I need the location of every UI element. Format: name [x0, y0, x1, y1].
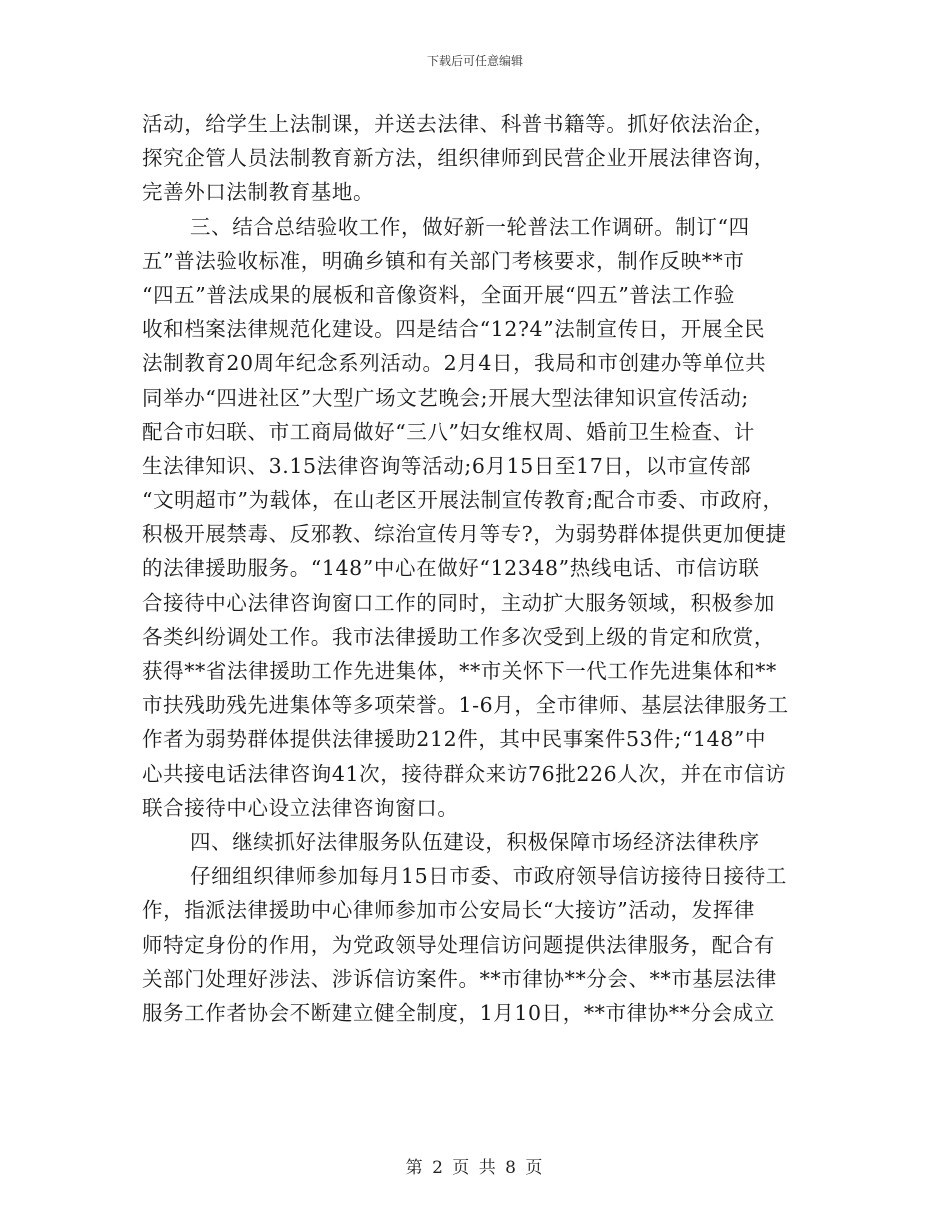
text-line: 三、结合总结验收工作，做好新一轮普法工作调研。制订“四: [190, 214, 750, 239]
text-line: “四五”普法成果的展板和音像资料，全面开展“四五”普法工作验: [142, 282, 735, 307]
text-line: 同举办“四进社区”大型广场文艺晚会;开展大型法律知识宣传活动;: [142, 385, 749, 410]
text-line: 五”普法验收标准，明确乡镇和有关部门考核要求，制作反映**市: [142, 248, 745, 273]
text-line: 联合接待中心设立法律咨询窗口。: [142, 795, 459, 820]
text-line: 作者为弱势群体提供法律援助212件，其中民事案件53件;“148”中: [142, 727, 767, 752]
text-line: 师特定身份的作用，为党政领导处理信访问题提供法律服务，配合有: [142, 932, 775, 957]
text-line: 积极开展禁毒、反邪教、综治宣传月等专?，为弱势群体提供更加便捷: [142, 522, 787, 547]
text-line: 作，指派法律援助中心律师参加市公安局长“大接访”活动，发挥律: [142, 898, 755, 923]
text-line: 获得**省法律援助工作先进集体，**市关怀下一代工作先进集体和**: [142, 659, 777, 683]
text-line: 四、继续抓好法律服务队伍建设，积极保障市场经济法律秩序: [190, 829, 760, 854]
text-line: 完善外口法制教育基地。: [142, 180, 375, 205]
page-header: 下载后可任意编辑: [426, 54, 523, 68]
text-line: 各类纠纷调处工作。我市法律援助工作多次受到上级的肯定和欣赏，: [142, 624, 775, 649]
text-line: 探究企管人员法制教育新方法，组织律师到民营企业开展法律咨询，: [142, 146, 775, 171]
document-body: [142, 107, 822, 1030]
text-line: 仔细组织律师参加每月15日市委、市政府领导信访接待日接待工: [190, 864, 787, 889]
text-line: 配合市妇联、市工商局做好“三八”妇女维权周、婚前卫生检查、计: [142, 419, 755, 444]
text-line: 市扶残助残先进集体等多项荣誉。1-6月，全市律师、基层法律服务工: [142, 693, 789, 718]
text-line: 收和档案法律规范化建设。四是结合“12?4”法制宣传日，开展全民: [142, 317, 766, 342]
text-line: 活动，给学生上法制课，并送去法律、科普书籍等。抓好依法治企，: [142, 112, 775, 136]
text-line: 法制教育20周年纪念系列活动。2月4日，我局和市创建办等单位共: [142, 351, 767, 376]
text-line: “文明超市”为载体，在山老区开展法制宣传教育;配合市委、市政府，: [142, 488, 784, 513]
text-line: 合接待中心法律咨询窗口工作的同时，主动扩大服务领域，积极参加: [142, 590, 775, 615]
text-line: 生法律知识、3.15法律咨询等活动;6月15日至17日，以市宣传部: [142, 453, 752, 478]
text-line: 心共接电话法律咨询41次，接待群众来访76批226人次，并在市信访: [142, 761, 787, 786]
text-line: 的法律援助服务。“148”中心在做好“12348”热线电话、市信访联: [142, 556, 760, 581]
text-line: 关部门处理好涉法、涉诉信访案件。**市律协**分会、**市基层法律: [142, 966, 777, 991]
page-footer: 第 2 页 共 8 页: [405, 1158, 545, 1178]
text-line: 服务工作者协会不断建立健全制度，1月10日，**市律协**分会成立: [142, 1000, 775, 1025]
